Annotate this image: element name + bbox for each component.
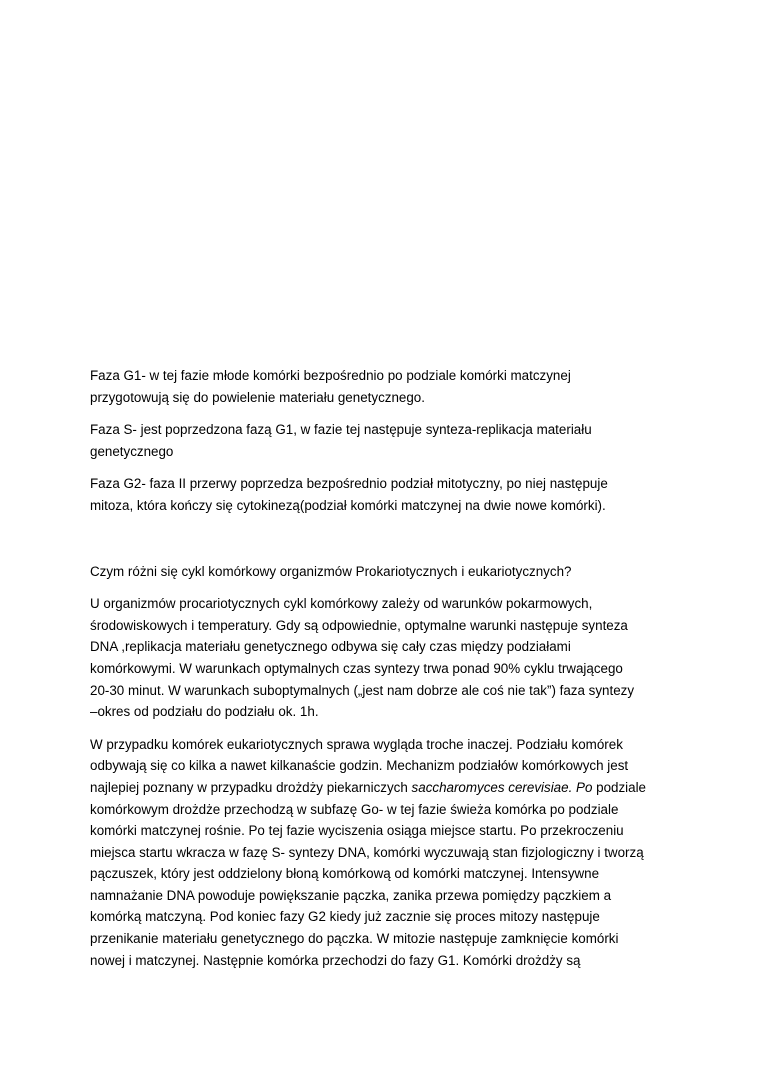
text-line: namnażanie DNA powoduje powiększanie pączka, zanika przewa pomiędzy pączkiem a [90, 887, 612, 903]
text-line: komórkowym drożdże przechodzą w subfazę Go- w tej fazie świeża komórka po podziale [90, 801, 619, 817]
text-line: W przypadku komórek eukariotycznych sprawa wygląda troche inaczej. Podziału komórek [90, 736, 623, 752]
text-line: środowiskowych i temperatury. Gdy są odpowiednie, optymalne warunki następuje synteza [90, 617, 628, 633]
text-line: komórki matczynej rośnie. Po tej fazie wyciszenia osiąga miejsce startu. Po przekroczeniu [90, 823, 624, 839]
paragraph-prokaryotes [90, 593, 682, 723]
text-line: mitoza, która kończy się cytokinezą(podział komórki matczynej na dwie nowe komórki). [90, 497, 606, 513]
text-line: miejsca startu wkracza w fazę S- syntezy DNA, komórki wyczuwają stan fizjologiczny i tworzą [90, 844, 644, 860]
text-line: Faza G2- faza II przerwy poprzedza bezpośrednio podział mitotyczny, po niej następuje [90, 476, 608, 492]
text-run: najlepiej poznany w przypadku drożdży piekarniczych [90, 779, 412, 795]
text-line: przenikanie materiału genetycznego do pączka. W mitozie następuje zamknięcie komórki [90, 931, 619, 947]
text-line: nowej i matczynej. Następnie komórka przechodzi do fazy G1. Komórki drożdży są [90, 952, 581, 968]
text-line: pączuszek, który jest oddzielony błoną komórkową od komórki matczynej. Intensywne [90, 866, 600, 882]
text-line: komórką matczyną. Pod koniec fazy G2 kiedy już zacznie się proces mitozy następuje [90, 909, 600, 925]
text-line: 20-30 minut. W warunkach suboptymalnych („jest nam dobrze ale coś nie tak”) faza syntezy [90, 682, 635, 698]
text-line: Faza S- jest poprzedzona fazą G1, w fazie tej następuje synteza-replikacja materiału [90, 422, 592, 438]
question-heading [90, 561, 682, 583]
document-body [90, 365, 682, 982]
paragraph-phase-g2 [90, 473, 682, 516]
text-line: genetycznego [90, 443, 174, 459]
text-line: komórkowymi. W warunkach optymalnych czas syntezy trwa ponad 90% cyklu trwającego [90, 660, 623, 676]
text-line: U organizmów procariotycznych cykl komórkowy zależy od warunków pokarmowych, [90, 596, 593, 612]
text-line: –okres od podziału do podziału ok. 1h. [90, 704, 319, 720]
text-line: przygotowują się do powielenie materiału genetycznego. [90, 389, 425, 405]
question-text: Czym różni się cykl komórkowy organizmów Prokariotycznych i eukariotycznych? [90, 563, 572, 579]
text-line: Faza G1- w tej fazie młode komórki bezpośrednio po podziale komórki matczynej [90, 368, 571, 383]
paragraph-phase-s [90, 419, 682, 462]
species-name-italic: saccharomyces cerevisiae. Po [411, 779, 593, 795]
text-line-mixed [90, 777, 682, 799]
text-run: podziale [592, 779, 647, 795]
text-line: DNA ,replikacja materiału genetycznego odbywa się cały czas między podziałami [90, 639, 571, 655]
text-line: odbywają się co kilka a nawet kilkanaście godzin. Mechanizm podziałów komórkowych jest [90, 758, 629, 774]
paragraph-phase-g1 [90, 365, 682, 408]
paragraph-eukaryotes [90, 734, 682, 972]
blank-space [90, 528, 682, 561]
